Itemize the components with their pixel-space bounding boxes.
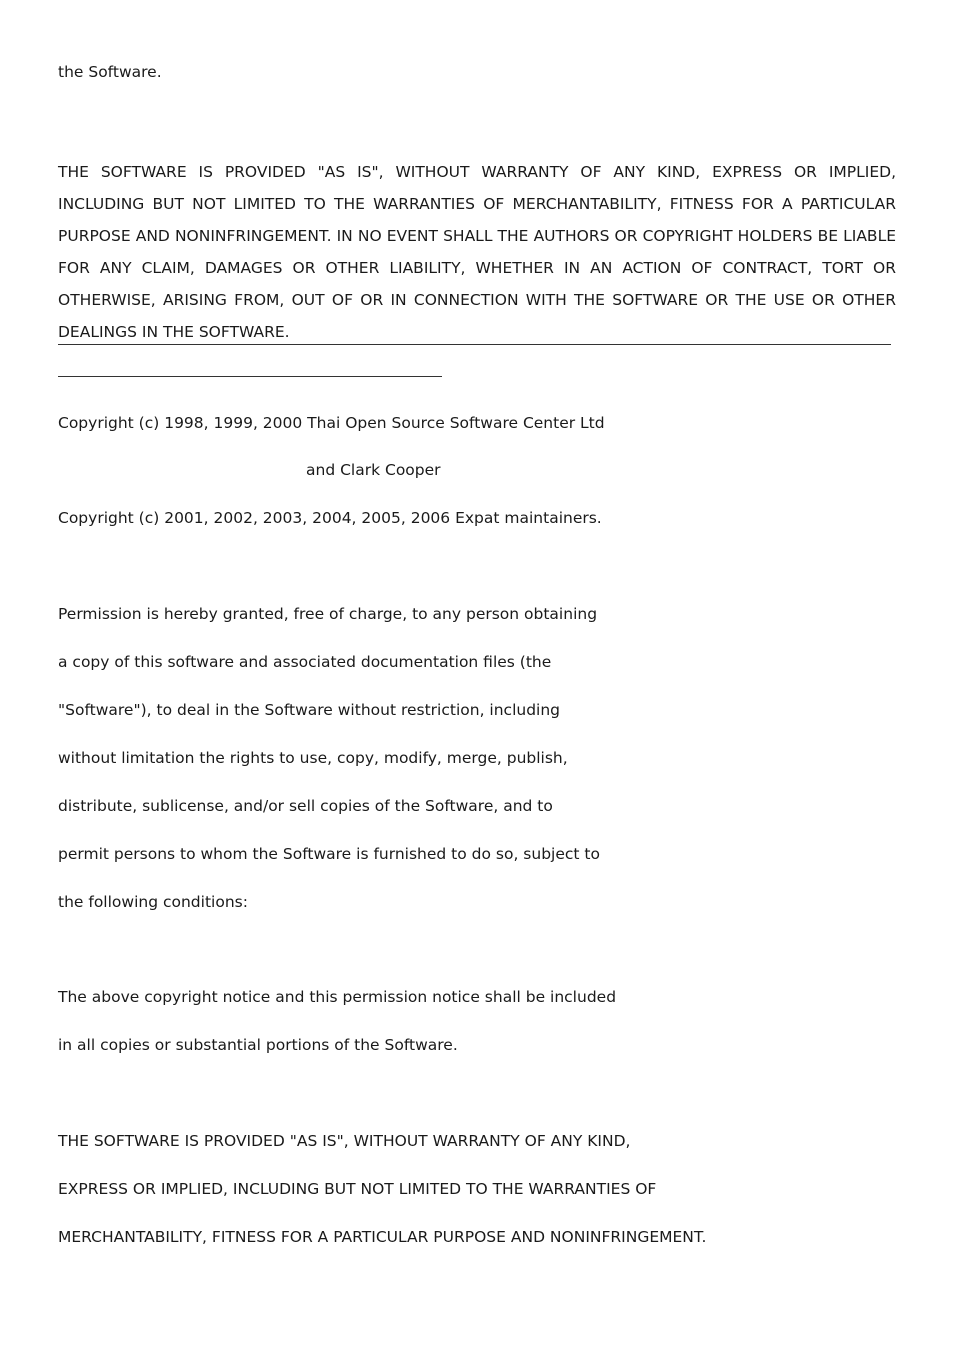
warranty-line: EXPRESS OR IMPLIED, INCLUDING BUT NOT LIMITED TO THE WARRANTIES OF [58,1180,657,1198]
copyright-line: Copyright (c) 2001, 2002, 2003, 2004, 2005, 2006 Expat maintainers. [58,509,602,527]
permission-line: "Software"), to deal in the Software without restriction, including [58,701,561,719]
warranty-line: MERCHANTABILITY, FITNESS FOR A PARTICULAR PURPOSE AND NONINFRINGEMENT. [58,1228,707,1246]
notice-line: The above copyright notice and this permission notice shall be included [58,988,617,1006]
notice-line: in all copies or substantial portions of the Software. [58,1036,458,1054]
permission-line: distribute, sublicense, and/or sell copies of the Software, and to [58,797,553,815]
separator-line-long [58,344,891,345]
permission-line: without limitation the rights to use, copy, modify, merge, publish, [58,749,568,767]
permission-line: the following conditions: [58,893,248,911]
top-fragment: the Software. [58,63,162,81]
warranty-paragraph-1: THE SOFTWARE IS PROVIDED "AS IS", WITHOUT WARRANTY OF ANY KIND, EXPRESS OR IMPLIED, INCLUDING BUT NOT LIMITED TO THE WARRANTIES OF MERCHANTABILITY, FITNESS FOR A PARTICULAR PURPOSE AND NONINFRINGEMENT. IN NO EVENT SHALL THE AUTHORS OR COPYRIGHT HOLDERS BE LIABLE FOR ANY CLAIM, DAMAGES OR OTHER LIABILITY, WHETHER IN AN ACTION OF CONTRACT, TORT OR OTHERWISE, ARISING FROM, OUT OF OR IN CONNECTION WITH THE SOFTWARE OR THE USE OR OTHER DEALINGS IN THE SOFTWARE. [58,163,896,341]
copyright-line: and Clark Cooper [306,461,441,479]
copyright-line: Copyright (c) 1998, 1999, 2000 Thai Open Source Software Center Ltd [58,414,605,432]
warranty-line: THE SOFTWARE IS PROVIDED "AS IS", WITHOUT WARRANTY OF ANY KIND, [58,1132,631,1150]
permission-line: permit persons to whom the Software is furnished to do so, subject to [58,845,600,863]
permission-line: a copy of this software and associated documentation files (the [58,653,552,671]
separator-line-short [58,376,442,377]
permission-line: Permission is hereby granted, free of charge, to any person obtaining [58,605,598,623]
